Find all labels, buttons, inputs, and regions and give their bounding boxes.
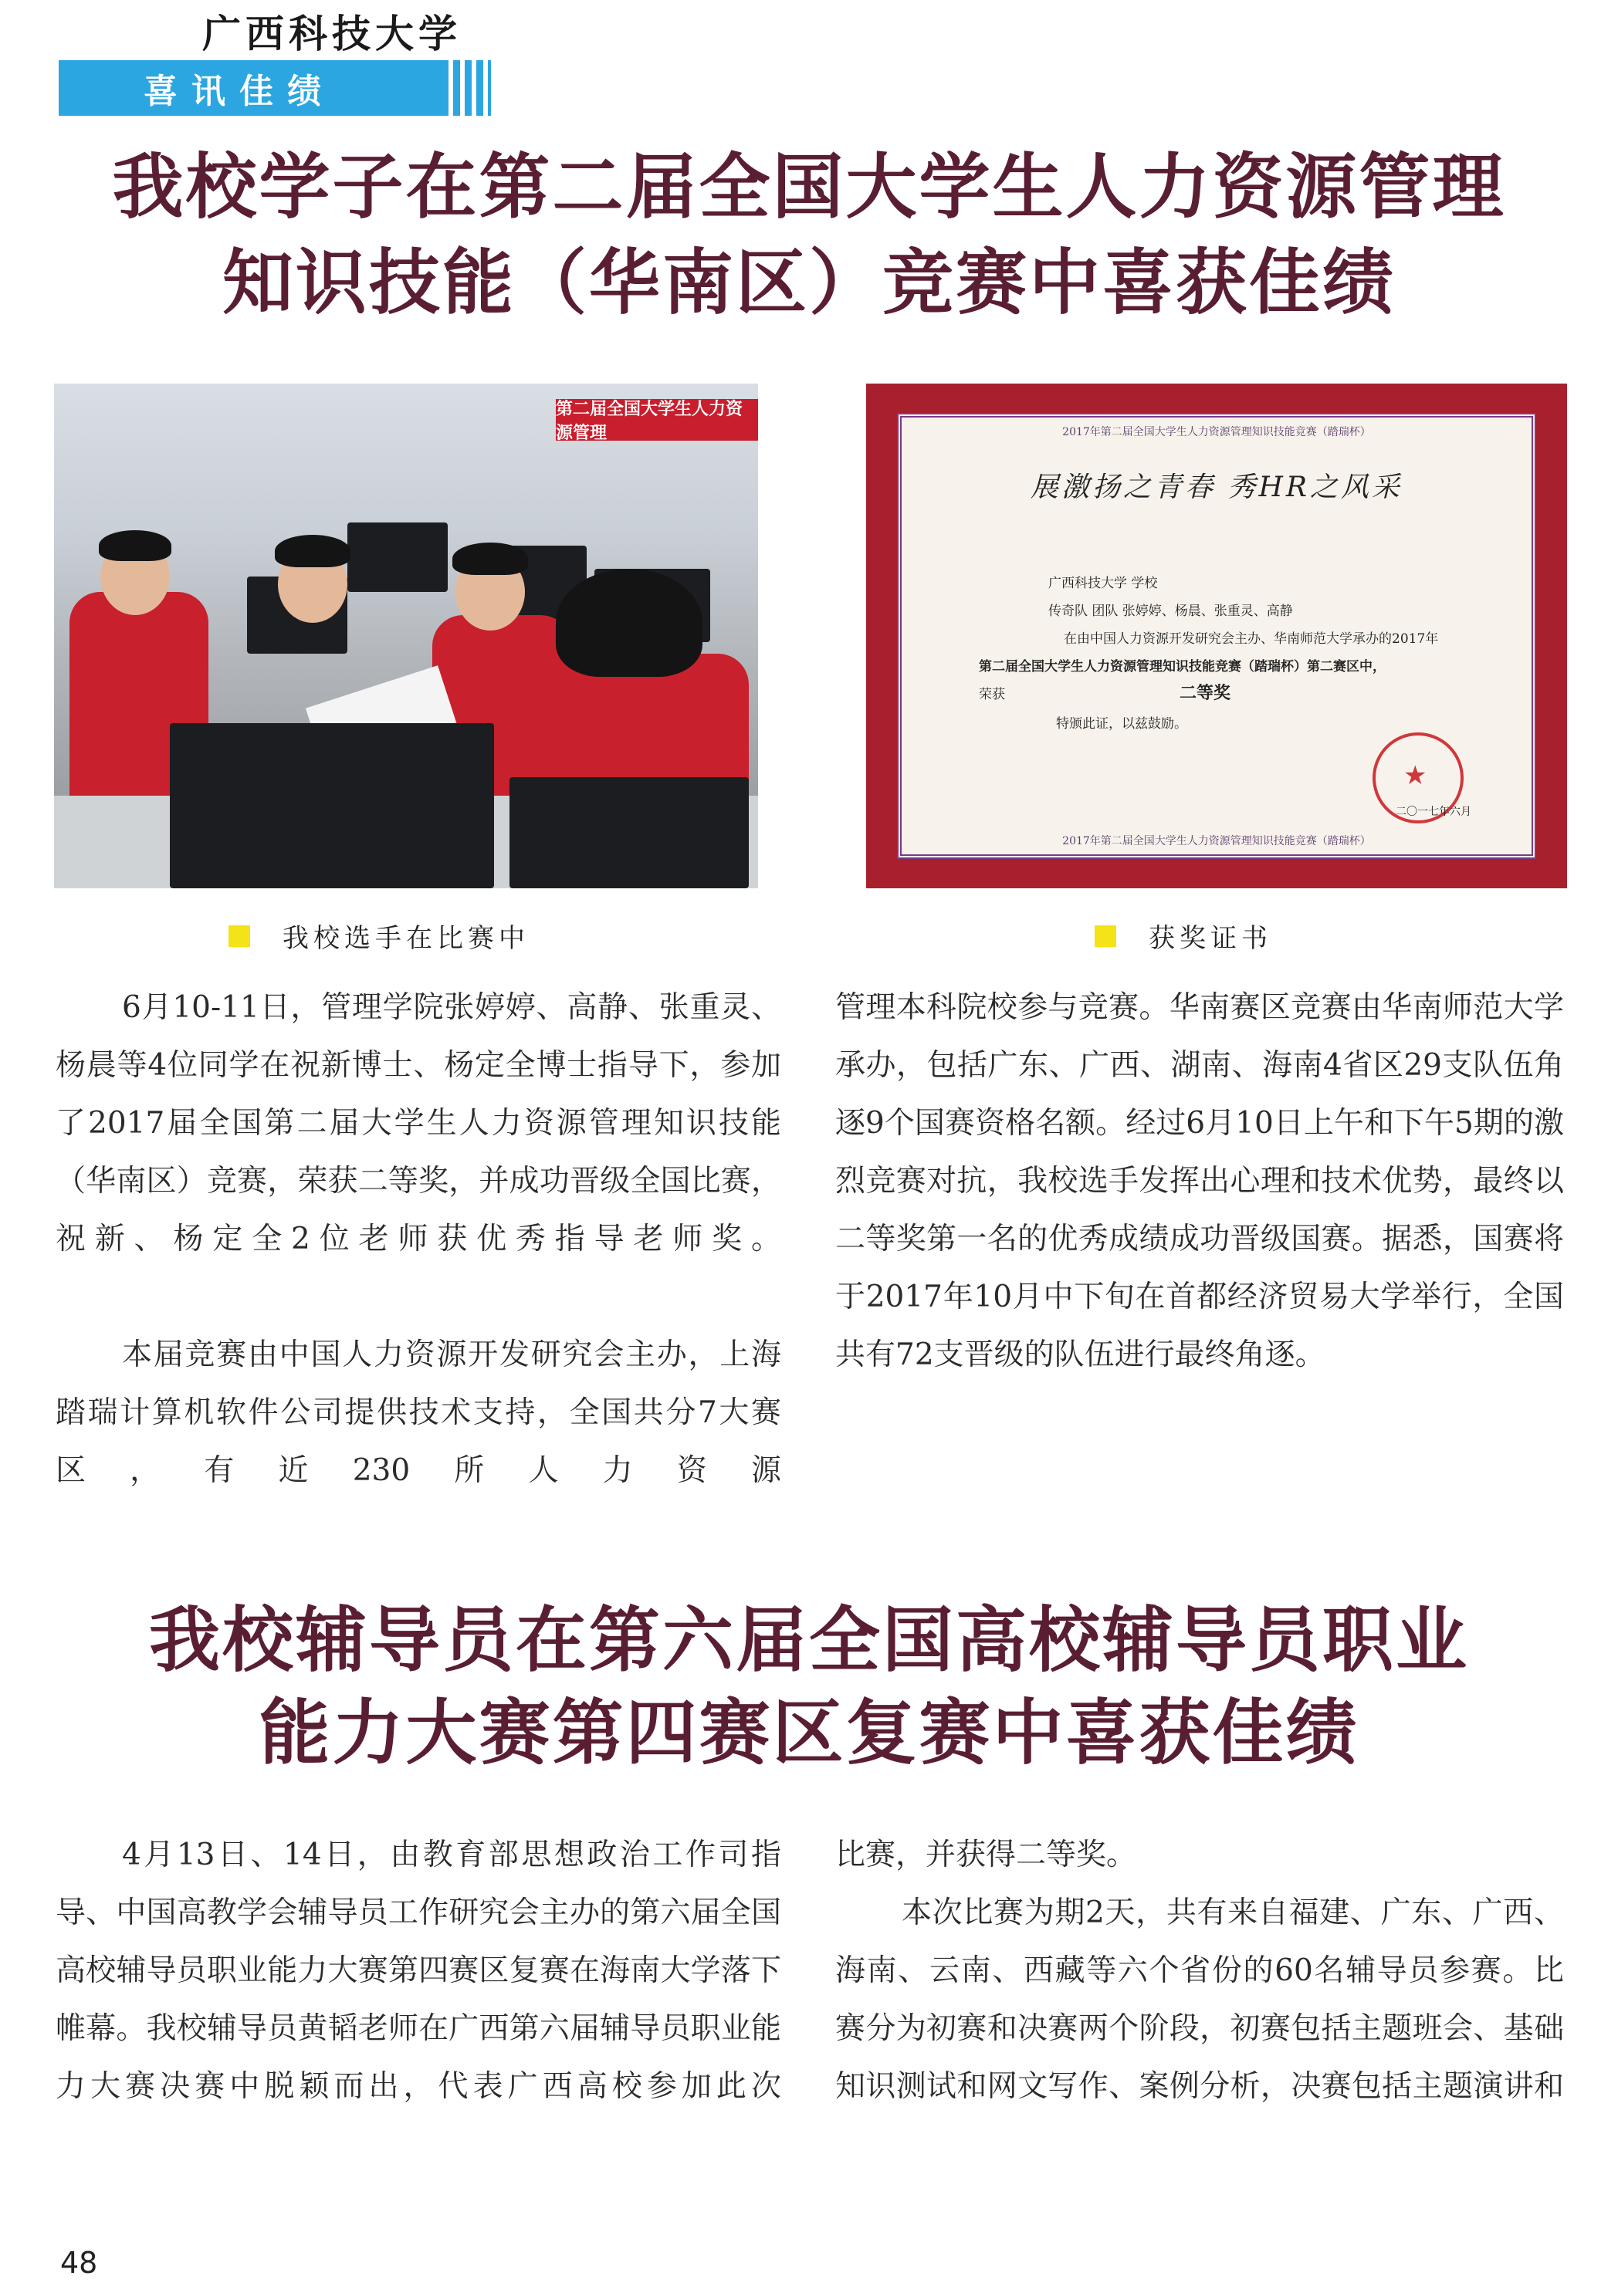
certificate-team: 传奇队 团队 张婷婷、杨晨、张重灵、高静 bbox=[1048, 604, 1293, 619]
certificate-footer: 2017年第二届全国大学生人力资源管理知识技能竞赛（踏瑞杯） bbox=[1062, 835, 1371, 847]
article2-title-line2: 能力大赛第四赛区复赛中喜获佳绩 bbox=[259, 1691, 1359, 1774]
section-banner bbox=[59, 60, 491, 116]
article2-right-paragraph1: 比赛，并获得二等奖。 bbox=[835, 1838, 1137, 1872]
article2-left-paragraph: 4月13日、14日，由教育部思想政治工作司指导、中国高教学会辅导员工作研究会主办的第六届全国高校辅导员职业能力大赛第四赛区复赛在海南大学落下帷幕。我校辅导员黄韬老师在广西第六届辅导员职业能力大赛决赛中脱颖而出，代表广西高校参加此次 bbox=[56, 1838, 781, 2104]
certificate-award: 二等奖 bbox=[1180, 683, 1231, 703]
article2-right-paragraph2: 本次比赛为期2天，共有来自福建、广东、广西、海南、云南、西藏等六个省份的60名辅导员参赛。比赛分为初赛和决赛两个阶段，初赛包括主题班会、基础知识测试和网文写作、案例分析，决赛包括主题演讲和 bbox=[835, 1895, 1564, 2104]
certificate-body-line2: 第二届全国大学生人力资源管理知识技能竞赛（踏瑞杯）第二赛区中， bbox=[979, 659, 1386, 675]
certificate-school: 广西科技大学 学校 bbox=[1048, 576, 1158, 591]
photo-caption-text: 我校选手在比赛中 bbox=[283, 923, 530, 954]
article2-title-line1: 我校辅导员在第六届全国高校辅导员职业 bbox=[148, 1598, 1469, 1682]
certificate-caption bbox=[1095, 917, 1272, 955]
university-name: 广西科技大学 bbox=[202, 11, 462, 56]
certificate-header: 2017年第二届全国大学生人力资源管理知识技能竞赛（踏瑞杯） bbox=[1062, 426, 1371, 438]
caption-square-icon bbox=[1095, 925, 1116, 947]
article1-left-paragraph2: 本届竞赛由中国人力资源开发研究会主办，上海踏瑞计算机软件公司提供技术支持，全国共分7大赛区，有近230所人力资源 bbox=[56, 1337, 781, 1488]
certificate-closing: 特颁此证，以兹鼓励。 bbox=[1056, 716, 1187, 732]
page-number: 48 bbox=[60, 2246, 98, 2280]
certificate-date: 二〇一七年六月 bbox=[1396, 806, 1471, 818]
article1-title-line2: 知识技能（华南区）竞赛中喜获佳绩 bbox=[222, 241, 1396, 324]
competition-photo bbox=[54, 384, 758, 888]
seal-star-icon: ★ bbox=[1403, 760, 1427, 791]
photo-banner: 第二届全国大学生人力资源管理 bbox=[556, 399, 758, 441]
photo-caption bbox=[228, 917, 530, 955]
caption-square-icon bbox=[228, 925, 250, 947]
certificate-award-label: 荣获 bbox=[979, 687, 1005, 702]
award-certificate bbox=[866, 384, 1567, 888]
banner-stripes-decoration bbox=[442, 60, 488, 116]
article1-left-paragraph1: 6月10-11日，管理学院张婷婷、高静、张重灵、杨晨等4位同学在祝新博士、杨定全博士指导下，参加了2017届全国第二届大学生人力资源管理知识技能（华南区）竞赛，荣获二等奖，并成功晋级全国比赛，祝新、杨定全2位老师获优秀指导老师奖。 bbox=[56, 990, 781, 1256]
article1-right-paragraph: 管理本科院校参与竞赛。华南赛区竞赛由华南师范大学承办，包括广东、广西、湖南、海南4省区29支队伍角逐9个国赛资格名额。经过6月10日上午和下午5期的激烈竞赛对抗，我校选手发挥出心理和技术优势，最终以二等奖第一名的优秀成绩成功晋级国赛。据悉，国赛将于2017年10月中下旬在首都经济贸易大学举行，全国共有72支晋级的队伍进行最终角逐。 bbox=[835, 990, 1564, 1372]
certificate-sheet bbox=[897, 413, 1536, 859]
article1-title-line1: 我校学子在第二届全国大学生人力资源管理 bbox=[112, 145, 1506, 228]
section-label: 喜讯佳绩 bbox=[144, 72, 335, 111]
certificate-caption-text: 获奖证书 bbox=[1149, 923, 1272, 954]
certificate-body-line1: 在由中国人力资源开发研究会主办、华南师范大学承办的2017年 bbox=[1064, 631, 1439, 647]
certificate-motto: 展激扬之青春 秀HR之风采 bbox=[1031, 472, 1403, 503]
